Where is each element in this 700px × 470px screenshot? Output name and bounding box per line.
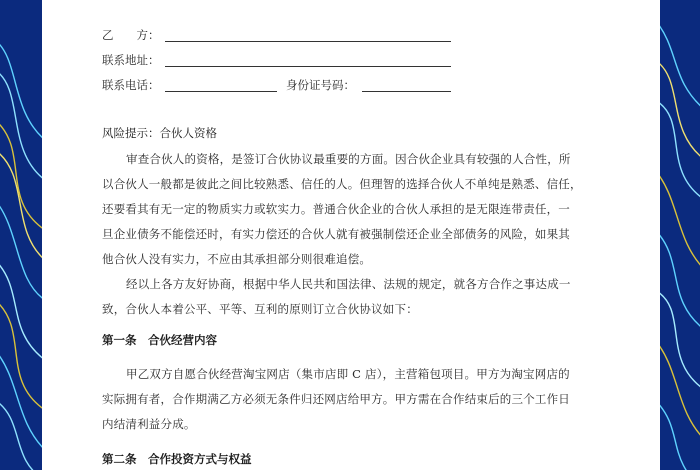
article1-line2: 实际拥有者，合作期满乙方必须无条件归还网店给甲方。甲方需在合作结束后的三个工作日 <box>102 392 570 406</box>
article1-line3: 内结清利益分成。 <box>102 417 196 431</box>
article1-title: 第一条 合伙经营内容 <box>102 333 217 347</box>
party-b-label: 乙 方： <box>102 28 160 42</box>
id-number-label: 身份证号码： <box>286 78 355 92</box>
address-label: 联系地址： <box>102 53 160 67</box>
risk-para1-line5: 他合伙人没有实力，不应由其承担部分则很难追偿。 <box>102 252 372 266</box>
wave-pattern-right <box>660 0 700 470</box>
phone-field-line[interactable] <box>165 91 277 92</box>
article2-title: 第二条 合作投资方式与权益 <box>102 452 252 466</box>
background-left-strip <box>0 0 42 470</box>
phone-label: 联系电话： <box>102 78 160 92</box>
article1-line1: 甲乙双方自愿合伙经营淘宝网店（集市店即 C 店），主营箱包项目。甲方为淘宝网店的 <box>126 367 570 381</box>
address-field-line[interactable] <box>165 66 451 67</box>
background-right-strip <box>660 0 700 470</box>
risk-title: 风险提示：合伙人资格 <box>102 126 217 140</box>
risk-para1-line2: 以合伙人一般都是彼此之间比较熟悉、信任的人。但理智的选择合伙人不单纯是熟悉、信任， <box>102 177 582 191</box>
id-number-field-line[interactable] <box>362 91 451 92</box>
risk-para1-line4: 旦企业债务不能偿还时，有实力偿还的合伙人就有被强制偿还企业全部债务的风险，如果其 <box>102 227 570 241</box>
party-b-field-line[interactable] <box>165 41 451 42</box>
wave-pattern-left <box>0 0 42 470</box>
risk-para1-line1: 审查合伙人的资格，是签订合伙协议最重要的方面。因合伙企业具有较强的人合性，所 <box>126 152 571 166</box>
risk-para2-line2: 致，合伙人本着公平、平等、互利的原则订立合伙协议如下： <box>102 302 418 316</box>
risk-para1-line3: 还要看其有无一定的物质实力或软实力。普通合伙企业的合伙人承担的是无限连带责任，一 <box>102 202 570 216</box>
risk-para2-line1: 经以上各方友好协商，根据中华人民共和国法律、法规的规定，就各方合作之事达成一 <box>126 277 571 291</box>
document-page <box>42 0 660 470</box>
